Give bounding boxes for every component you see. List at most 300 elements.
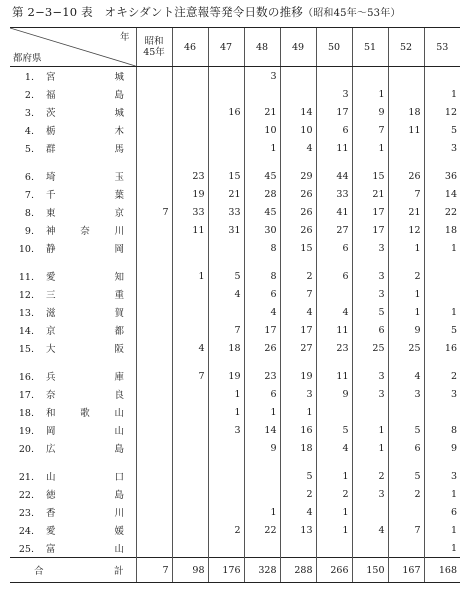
spacer-cell	[424, 157, 460, 167]
value-cell: 16	[208, 103, 244, 121]
spacer-cell	[136, 457, 172, 467]
prefecture-row	[10, 321, 460, 339]
value-cell: 25	[352, 339, 388, 357]
prefecture-row	[10, 503, 460, 521]
value-cell	[172, 239, 208, 257]
spacer-cell	[10, 457, 136, 467]
value-cell: 4	[280, 139, 316, 157]
spacer-cell	[10, 157, 136, 167]
value-cell	[352, 503, 388, 521]
prefecture-name: 三 重	[46, 290, 124, 301]
value-cell: 23	[172, 167, 208, 185]
value-cell: 4	[316, 303, 352, 321]
prefecture-cell	[10, 539, 136, 558]
value-cell	[136, 185, 172, 203]
value-cell: 44	[316, 167, 352, 185]
prefecture-name: 神奈川	[46, 226, 124, 237]
value-cell: 1	[388, 239, 424, 257]
prefecture-number: 8.	[24, 208, 34, 219]
value-cell: 3	[352, 267, 388, 285]
value-cell	[208, 239, 244, 257]
value-cell: 7	[172, 367, 208, 385]
value-cell: 1	[172, 267, 208, 285]
value-cell: 12	[424, 103, 460, 121]
value-cell	[172, 403, 208, 421]
year-header-50: 50	[316, 28, 352, 67]
value-cell: 14	[244, 421, 280, 439]
year-label: 年	[119, 32, 130, 43]
prefecture-number: 24.	[18, 526, 34, 537]
value-cell: 2	[280, 267, 316, 285]
spacer-cell	[136, 257, 172, 267]
year-header-47: 47	[208, 28, 244, 67]
spacer-cell	[172, 257, 208, 267]
header-row	[10, 28, 460, 67]
prefecture-number: 11.	[18, 272, 34, 283]
spacer-cell	[208, 257, 244, 267]
table-title-sub: （昭和45年〜53年）	[303, 8, 401, 19]
prefecture-name: 愛 媛	[46, 526, 124, 537]
value-cell	[172, 139, 208, 157]
prefecture-number: 4.	[24, 126, 34, 137]
value-cell: 9	[352, 103, 388, 121]
value-cell	[136, 539, 172, 558]
prefecture-number: 17.	[18, 390, 34, 401]
spacer-cell	[244, 257, 280, 267]
prefecture-cell	[10, 103, 136, 121]
prefecture-number: 21.	[18, 472, 34, 483]
spacer-cell	[316, 457, 352, 467]
value-cell: 23	[244, 367, 280, 385]
value-cell: 3	[424, 139, 460, 157]
prefecture-name: 群 馬	[46, 144, 124, 155]
value-cell: 1	[244, 503, 280, 521]
value-cell: 10	[280, 121, 316, 139]
value-cell: 7	[352, 121, 388, 139]
value-cell: 2	[208, 521, 244, 539]
spacer-cell	[244, 157, 280, 167]
spacer-cell	[244, 357, 280, 367]
prefecture-number: 12.	[18, 290, 34, 301]
value-cell: 26	[244, 339, 280, 357]
prefecture-name: 茨 城	[46, 108, 124, 119]
prefecture-name: 静 岡	[46, 244, 124, 255]
value-cell	[136, 485, 172, 503]
value-cell: 26	[388, 167, 424, 185]
prefecture-name: 兵 庫	[46, 372, 124, 383]
prefecture-name: 東 京	[46, 208, 124, 219]
value-cell: 21	[352, 185, 388, 203]
value-cell	[172, 121, 208, 139]
header-corner-cell	[10, 28, 136, 67]
prefecture-number: 13.	[18, 308, 34, 319]
value-cell: 27	[316, 221, 352, 239]
spacer-cell	[10, 357, 136, 367]
value-cell	[316, 403, 352, 421]
value-cell	[208, 121, 244, 139]
prefecture-row	[10, 385, 460, 403]
value-cell: 27	[280, 339, 316, 357]
spacer-cell	[208, 157, 244, 167]
total-value: 288	[280, 558, 316, 583]
value-cell: 4	[352, 521, 388, 539]
prefecture-cell	[10, 421, 136, 439]
value-cell: 2	[388, 267, 424, 285]
prefecture-number: 3.	[24, 108, 34, 119]
value-cell: 17	[244, 321, 280, 339]
value-cell	[136, 221, 172, 239]
total-value: 328	[244, 558, 280, 583]
prefecture-number: 10.	[18, 244, 34, 255]
value-cell	[136, 521, 172, 539]
value-cell	[388, 403, 424, 421]
value-cell: 1	[208, 403, 244, 421]
value-cell: 4	[388, 367, 424, 385]
value-cell: 5	[388, 467, 424, 485]
spacer-cell	[208, 357, 244, 367]
value-cell: 9	[424, 439, 460, 457]
spacer-cell	[10, 257, 136, 267]
year-header-52: 52	[388, 28, 424, 67]
prefecture-name: 山 口	[46, 472, 124, 483]
value-cell: 2	[316, 485, 352, 503]
year-header-53: 53	[424, 28, 460, 67]
value-cell: 13	[280, 521, 316, 539]
value-cell: 11	[316, 139, 352, 157]
value-cell: 3	[424, 467, 460, 485]
prefecture-row	[10, 239, 460, 257]
value-cell	[208, 67, 244, 86]
spacer-cell	[316, 357, 352, 367]
value-cell	[280, 67, 316, 86]
value-cell: 15	[352, 167, 388, 185]
prefecture-name: 埼 玉	[46, 172, 124, 183]
prefecture-name: 福 島	[46, 90, 124, 101]
value-cell: 1	[244, 403, 280, 421]
value-cell: 28	[244, 185, 280, 203]
value-cell: 21	[388, 203, 424, 221]
prefecture-number: 15.	[18, 344, 34, 355]
prefecture-row	[10, 85, 460, 103]
prefecture-cell	[10, 367, 136, 385]
value-cell	[208, 139, 244, 157]
value-cell: 3	[208, 421, 244, 439]
prefecture-row	[10, 303, 460, 321]
value-cell: 1	[424, 485, 460, 503]
value-cell: 5	[316, 421, 352, 439]
value-cell: 18	[424, 221, 460, 239]
group-spacer	[10, 357, 460, 367]
value-cell	[388, 539, 424, 558]
value-cell	[172, 321, 208, 339]
prefecture-number: 14.	[18, 326, 34, 337]
prefecture-number: 16.	[18, 372, 34, 383]
prefecture-row	[10, 167, 460, 185]
value-cell: 5	[208, 267, 244, 285]
spacer-cell	[352, 357, 388, 367]
prefecture-cell	[10, 403, 136, 421]
value-cell: 22	[244, 521, 280, 539]
value-cell: 2	[352, 467, 388, 485]
prefecture-cell	[10, 321, 136, 339]
prefecture-cell	[10, 167, 136, 185]
spacer-cell	[136, 357, 172, 367]
value-cell: 26	[280, 185, 316, 203]
value-cell	[208, 467, 244, 485]
value-cell: 14	[280, 103, 316, 121]
value-cell: 6	[316, 121, 352, 139]
prefecture-row	[10, 267, 460, 285]
prefecture-name: 広 島	[46, 444, 124, 455]
value-cell: 25	[388, 339, 424, 357]
prefecture-cell	[10, 203, 136, 221]
value-cell: 23	[316, 339, 352, 357]
value-cell	[136, 467, 172, 485]
prefecture-row	[10, 485, 460, 503]
prefecture-number: 22.	[18, 490, 34, 501]
value-cell: 17	[316, 103, 352, 121]
value-cell: 17	[352, 203, 388, 221]
prefecture-cell	[10, 239, 136, 257]
value-cell	[316, 539, 352, 558]
value-cell	[136, 421, 172, 439]
prefecture-name: 京 都	[46, 326, 124, 337]
prefecture-name: 栃 木	[46, 126, 124, 137]
value-cell: 1	[316, 467, 352, 485]
prefecture-row	[10, 203, 460, 221]
value-cell	[136, 285, 172, 303]
value-cell: 41	[316, 203, 352, 221]
total-label: 合 計	[10, 558, 136, 583]
value-cell: 4	[316, 439, 352, 457]
value-cell: 45	[244, 203, 280, 221]
prefecture-row	[10, 403, 460, 421]
value-cell: 31	[208, 221, 244, 239]
value-cell: 18	[388, 103, 424, 121]
value-cell	[136, 167, 172, 185]
value-cell: 1	[280, 403, 316, 421]
value-cell	[208, 485, 244, 503]
value-cell: 1	[424, 239, 460, 257]
group-spacer	[10, 157, 460, 167]
value-cell	[424, 267, 460, 285]
value-cell: 8	[424, 421, 460, 439]
spacer-cell	[388, 457, 424, 467]
value-cell	[172, 439, 208, 457]
value-cell: 16	[424, 339, 460, 357]
value-cell	[136, 121, 172, 139]
value-cell: 14	[424, 185, 460, 203]
value-cell	[244, 485, 280, 503]
value-cell: 7	[208, 321, 244, 339]
value-cell: 7	[388, 185, 424, 203]
prefecture-row	[10, 185, 460, 203]
value-cell	[136, 67, 172, 86]
value-cell: 3	[424, 385, 460, 403]
value-cell: 1	[316, 503, 352, 521]
year-header-48: 48	[244, 28, 280, 67]
value-cell	[316, 67, 352, 86]
total-value: 176	[208, 558, 244, 583]
value-cell: 5	[388, 421, 424, 439]
value-cell: 45	[244, 167, 280, 185]
value-cell	[172, 485, 208, 503]
prefecture-cell	[10, 485, 136, 503]
value-cell: 5	[424, 321, 460, 339]
value-cell	[424, 285, 460, 303]
prefecture-row	[10, 285, 460, 303]
value-cell: 33	[172, 203, 208, 221]
value-cell: 3	[352, 285, 388, 303]
prefecture-row	[10, 539, 460, 558]
value-cell	[172, 503, 208, 521]
value-cell: 5	[280, 467, 316, 485]
value-cell: 5	[352, 303, 388, 321]
prefecture-row	[10, 139, 460, 157]
value-cell	[136, 103, 172, 121]
value-cell: 11	[316, 321, 352, 339]
spacer-cell	[352, 457, 388, 467]
value-cell	[172, 103, 208, 121]
spacer-cell	[172, 457, 208, 467]
total-value: 7	[136, 558, 172, 583]
total-value: 266	[316, 558, 352, 583]
value-cell	[136, 85, 172, 103]
value-cell	[136, 267, 172, 285]
value-cell: 15	[208, 167, 244, 185]
value-cell: 2	[280, 485, 316, 503]
spacer-cell	[136, 157, 172, 167]
prefecture-cell	[10, 267, 136, 285]
prefecture-cell	[10, 521, 136, 539]
prefecture-number: 20.	[18, 444, 34, 455]
prefecture-label: 都府県	[13, 53, 42, 64]
prefecture-row	[10, 521, 460, 539]
spacer-cell	[280, 257, 316, 267]
value-cell: 18	[208, 339, 244, 357]
spacer-cell	[316, 257, 352, 267]
value-cell	[172, 385, 208, 403]
value-cell	[244, 467, 280, 485]
value-cell	[172, 67, 208, 86]
value-cell: 26	[280, 203, 316, 221]
value-cell	[388, 85, 424, 103]
table-title-main: 第 2−3−10 表 オキシダント注意報等発令日数の推移	[12, 5, 303, 19]
value-cell	[172, 303, 208, 321]
prefecture-row	[10, 121, 460, 139]
prefecture-number: 9.	[24, 226, 34, 237]
year-header-51: 51	[352, 28, 388, 67]
value-cell	[352, 403, 388, 421]
value-cell: 6	[388, 439, 424, 457]
prefecture-name: 千 葉	[46, 190, 124, 201]
prefecture-cell	[10, 85, 136, 103]
prefecture-name: 富 山	[46, 544, 124, 555]
prefecture-name: 滋 賀	[46, 308, 124, 319]
value-cell: 17	[280, 321, 316, 339]
value-cell	[424, 403, 460, 421]
total-value: 98	[172, 558, 208, 583]
value-cell: 4	[208, 285, 244, 303]
prefecture-number: 23.	[18, 508, 34, 519]
value-cell: 7	[388, 521, 424, 539]
value-cell: 8	[244, 267, 280, 285]
value-cell: 18	[280, 439, 316, 457]
prefecture-name: 岡 山	[46, 426, 124, 437]
value-cell: 3	[352, 367, 388, 385]
prefecture-name: 大 阪	[46, 344, 124, 355]
spacer-cell	[388, 257, 424, 267]
spacer-cell	[244, 457, 280, 467]
value-cell	[388, 503, 424, 521]
prefecture-cell	[10, 221, 136, 239]
value-cell: 9	[388, 321, 424, 339]
value-cell: 10	[244, 121, 280, 139]
value-cell: 3	[244, 67, 280, 86]
value-cell	[244, 539, 280, 558]
value-cell	[424, 67, 460, 86]
value-cell	[136, 339, 172, 357]
value-cell	[172, 85, 208, 103]
prefecture-row	[10, 221, 460, 239]
spacer-cell	[280, 157, 316, 167]
value-cell	[136, 321, 172, 339]
value-cell: 5	[424, 121, 460, 139]
value-cell	[136, 385, 172, 403]
value-cell: 12	[388, 221, 424, 239]
value-cell: 1	[316, 521, 352, 539]
value-cell	[280, 539, 316, 558]
value-cell: 21	[208, 185, 244, 203]
value-cell	[352, 539, 388, 558]
value-cell: 26	[280, 221, 316, 239]
value-cell	[388, 139, 424, 157]
value-cell: 11	[172, 221, 208, 239]
prefecture-number: 1.	[24, 72, 34, 83]
prefecture-cell	[10, 303, 136, 321]
value-cell	[244, 85, 280, 103]
value-cell: 17	[352, 221, 388, 239]
value-cell	[136, 239, 172, 257]
spacer-cell	[280, 457, 316, 467]
value-cell: 1	[352, 439, 388, 457]
year-header-45: 昭和45年	[136, 28, 172, 67]
value-cell: 4	[280, 303, 316, 321]
value-cell: 1	[352, 85, 388, 103]
value-cell: 19	[280, 367, 316, 385]
spacer-cell	[352, 157, 388, 167]
prefecture-row	[10, 367, 460, 385]
prefecture-cell	[10, 385, 136, 403]
value-cell: 6	[352, 321, 388, 339]
spacer-cell	[352, 257, 388, 267]
spacer-cell	[388, 157, 424, 167]
value-cell: 21	[244, 103, 280, 121]
value-cell: 1	[352, 421, 388, 439]
year-header-49: 49	[280, 28, 316, 67]
value-cell: 1	[388, 285, 424, 303]
value-cell: 6	[316, 239, 352, 257]
group-spacer	[10, 457, 460, 467]
prefecture-number: 7.	[24, 190, 34, 201]
value-cell	[172, 467, 208, 485]
spacer-cell	[280, 357, 316, 367]
value-cell: 3	[352, 385, 388, 403]
year-header-46: 46	[172, 28, 208, 67]
value-cell: 3	[388, 385, 424, 403]
total-value: 150	[352, 558, 388, 583]
value-cell	[208, 303, 244, 321]
